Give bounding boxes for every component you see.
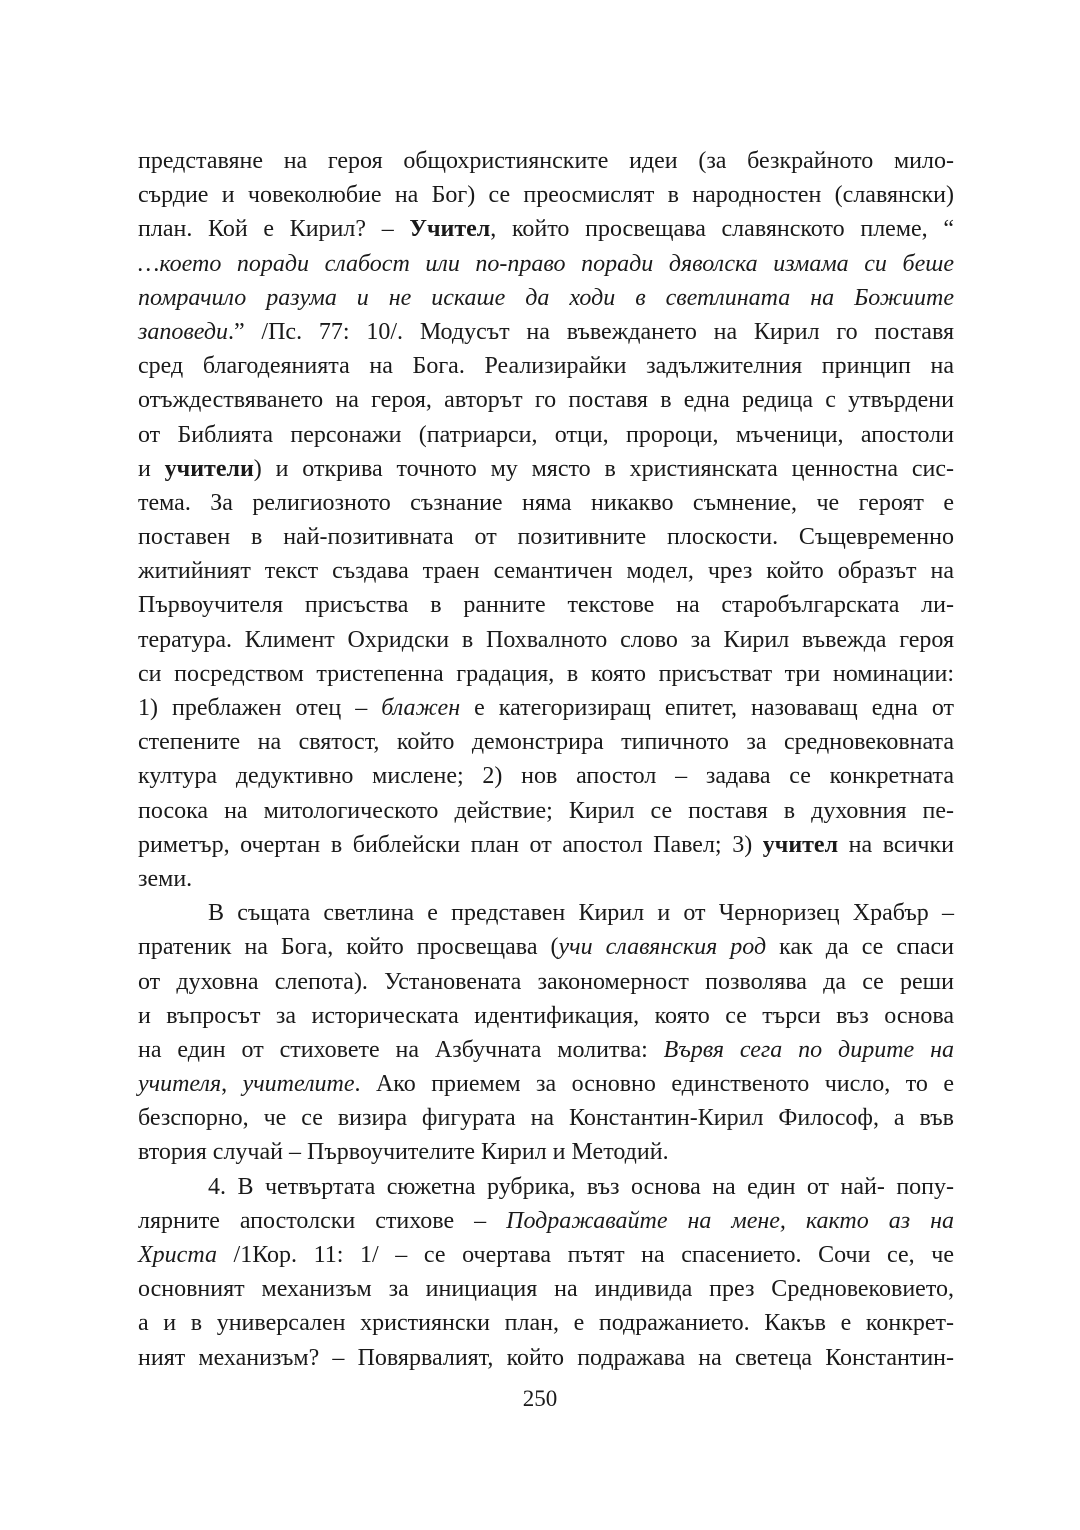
text-segment: ният механизъм? – Повярвалият, който подражава на светеца Константин- <box>138 1344 954 1371</box>
bold-text: Учител <box>409 216 491 243</box>
page-number: 250 <box>522 1386 558 1411</box>
text-line <box>138 930 954 964</box>
text-line <box>138 999 954 1033</box>
text-segment: пратеник на Бога, който просвещава ( <box>138 934 559 961</box>
text-segment: степените на святост, който демонстрира типичното за средновековната <box>138 729 954 756</box>
text-segment: тема. За религиозното съзнание няма никакво съмнение, че героят е <box>138 489 954 516</box>
text-segment: а и в универсален християнски план, е подражанието. Какъв е конкрет- <box>138 1310 954 1337</box>
text-segment: от духовна слепота). Установената закономерност позволява да се реши <box>138 968 954 995</box>
text-line <box>138 178 954 212</box>
text-segment: ) и открива точното му място в християнската ценностна сис- <box>253 455 954 482</box>
text-segment: риметър, очертан в библейски план от апостол Павел; 3) <box>138 831 763 858</box>
text-segment: . Ако приемем за основно единственото число, то е <box>354 1071 955 1098</box>
text-line <box>138 588 954 622</box>
text-line <box>138 349 954 383</box>
text-segment: сред благодеянията на Бога. Реализирайки задължителния принцип на <box>138 353 954 380</box>
bold-text: учител <box>762 831 839 858</box>
italic-text: …което поради слабост или по-право поради дяволска измама си беше <box>138 250 954 277</box>
text-segment: втория случай – Първоучителите Кирил и Методий. <box>138 1139 669 1166</box>
text-segment: е категоризиращ епитет, назоваващ една от <box>460 695 954 721</box>
text-line <box>138 1272 954 1306</box>
text-segment: основният механизъм за инициация на индивида през Средновековието, <box>138 1276 954 1303</box>
text-segment: 4. В четвъртата сюжетна рубрика, въз основа на един от най- попу- <box>208 1173 954 1200</box>
text-segment: , който просвещава славянското племе, “ <box>490 216 955 243</box>
text-segment: тература. Климент Охридски в Похвалното слово за Кирил въвежда героя <box>138 626 954 653</box>
text-line <box>138 1170 954 1204</box>
text-line <box>138 144 954 178</box>
text-line <box>138 794 954 828</box>
text-line <box>138 657 954 691</box>
text-line <box>138 486 954 520</box>
text-segment: лярните апостолски стихове – <box>138 1207 507 1234</box>
text-line <box>138 281 954 315</box>
text-line <box>138 759 954 793</box>
text-segment: посока на митологическото действие; Кирил се поставя в духовния пе- <box>138 797 954 824</box>
text-line <box>138 1341 954 1375</box>
text-line <box>138 828 954 862</box>
text-line <box>138 247 954 281</box>
italic-text: учителя <box>138 1071 222 1098</box>
text-line <box>138 896 954 930</box>
text-segment: безспорно, че се визира фигурата на Константин-Кирил Философ, а във <box>138 1105 954 1132</box>
text-segment: на един от стиховете на Азбучната молитва: <box>138 1036 664 1063</box>
text-line <box>138 725 954 759</box>
text-segment: /1Кор. 11: 1/ – се очертава пътят на спасението. Сочи се, че <box>216 1242 954 1268</box>
italic-text: Подражавайте на мене, както аз на <box>506 1207 954 1234</box>
text-segment: земи. <box>138 865 193 892</box>
text-line <box>138 383 954 417</box>
italic-text: Вървя сега по дирите на <box>663 1036 954 1063</box>
text-line <box>138 1306 954 1340</box>
text-segment: житийният текст създава траен семантичен модел, чрез който образът на <box>138 558 954 585</box>
text-line <box>138 418 954 452</box>
italic-text: учителите <box>242 1071 355 1098</box>
text-segment: Първоучителя присъства в ранните текстове на старобългарската ли- <box>138 592 954 619</box>
text-segment: представяне на героя общохристиянските идеи (за безкрайното мило- <box>138 148 954 174</box>
text-segment: как да се спаси <box>766 934 954 961</box>
text-segment: и <box>138 455 165 482</box>
text-segment: си посредством тристепенна градация, в която присъстват три номинации: <box>138 660 954 687</box>
text-line <box>138 520 954 554</box>
text-line <box>138 1135 954 1169</box>
text-segment: и въпросът за историческата идентификация, която се търси въз основа <box>138 1002 954 1029</box>
text-segment: от Библията персонажи (патриарси, отци, пророци, мъченици, апостоли <box>138 421 954 448</box>
text-line <box>138 212 954 246</box>
text-segment: на всички <box>838 831 954 858</box>
text-segment: култура дедуктивно мислене; 2) нов апостол – задава се конкретната <box>138 763 954 790</box>
text-line <box>138 1204 954 1238</box>
italic-text: учи славянския род <box>558 934 767 961</box>
italic-text: заповеди <box>138 318 228 345</box>
body-text <box>138 144 954 1375</box>
text-segment: 1) преблажен отец – <box>138 695 382 721</box>
text-line <box>138 623 954 657</box>
text-line <box>138 554 954 588</box>
text-segment: .” /Пс. 77: 10/. Модусът на въвеждането на Кирил го поставя <box>227 318 954 345</box>
italic-text: Христа <box>138 1242 217 1268</box>
italic-text: блажен <box>381 695 461 721</box>
text-segment: сърдие и човеколюбие на Бог) се преосмислят в народностен (славянски) <box>138 182 954 209</box>
text-line <box>138 1101 954 1135</box>
text-segment: , <box>221 1071 243 1098</box>
text-line <box>138 1033 954 1067</box>
text-line <box>138 452 954 486</box>
text-line <box>138 965 954 999</box>
text-line <box>138 315 954 349</box>
text-line <box>138 691 954 725</box>
text-segment: отъждествяването на героя, авторът го поставя в една редица с утвърдени <box>138 387 954 414</box>
text-segment: план. Кой е Кирил? – <box>138 216 410 243</box>
bold-text: учители <box>164 455 254 482</box>
text-segment: поставен в най-позитивната от позитивните плоскости. Същевременно <box>138 524 954 551</box>
text-line <box>138 1238 954 1272</box>
text-line <box>138 862 954 896</box>
text-segment: В същата светлина е представен Кирил и от Черноризец Храбър – <box>208 900 954 927</box>
italic-text: помрачило разума и не искаше да ходи в светлината на Божиите <box>138 284 954 311</box>
text-line <box>138 1067 954 1101</box>
